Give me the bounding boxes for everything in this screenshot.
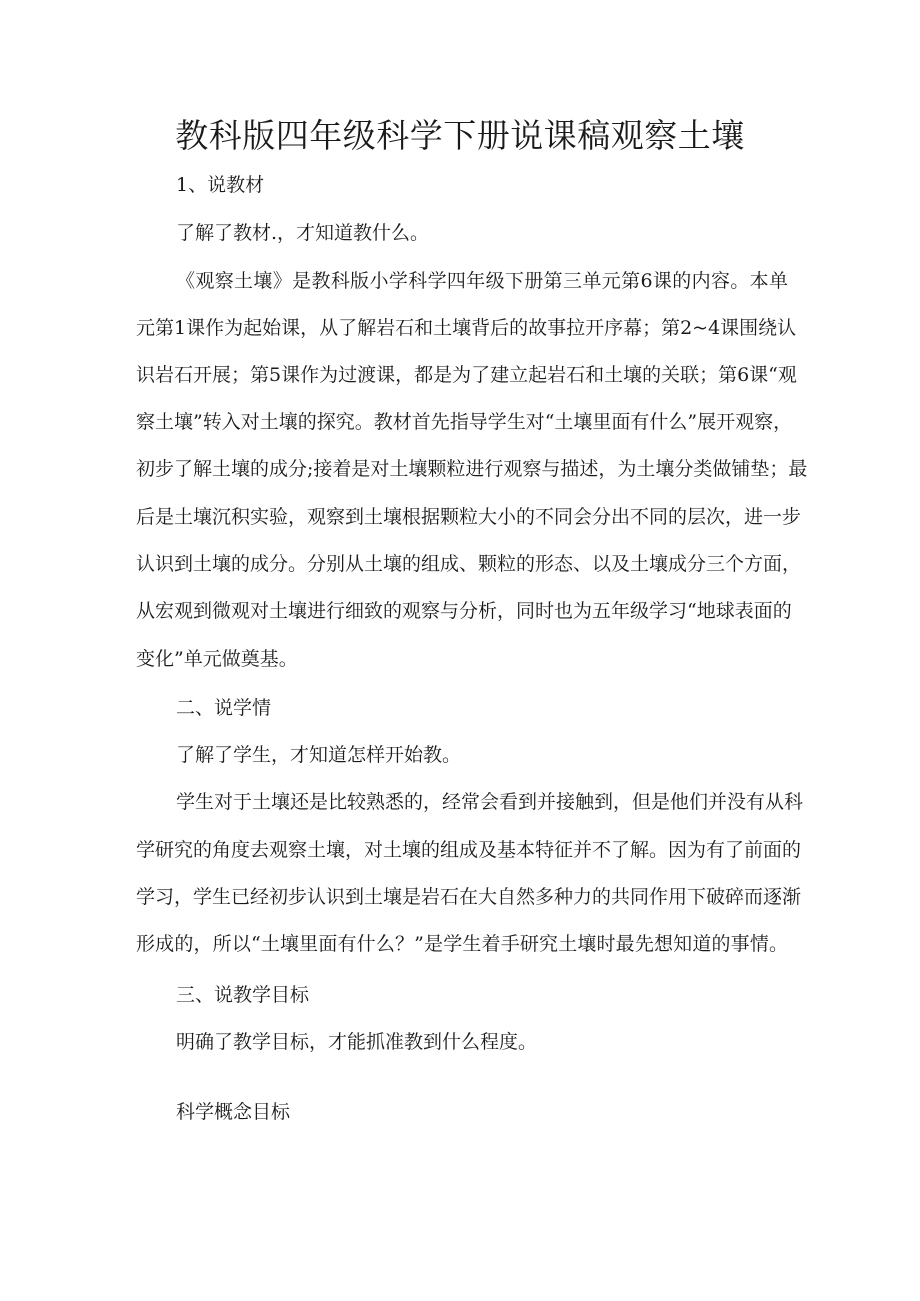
section-heading-objectives: 三、说教学目标 — [176, 984, 310, 1006]
paragraph-line: 学习，学生已经初步认识到土壤是岩石在大自然多种力的共同作用下破碎而逐渐 — [136, 886, 802, 908]
section-heading-textbook: 1、说教材 — [176, 174, 265, 196]
document-title: 教科版四年级科学下册说课稿观察土壤 — [175, 116, 745, 155]
paragraph-line: 形成的，所以“土壤里面有什么？”是学生着手研究土壤时最先想知道的事情。 — [136, 933, 788, 955]
section-intro-objectives: 明确了教学目标，才能抓准教到什么程度。 — [176, 1031, 538, 1053]
section-heading-learners: 二、说学情 — [176, 697, 272, 719]
section-intro-learners: 了解了学生，才知道怎样开始教。 — [176, 744, 462, 766]
paragraph-line: 学生对于土壤还是比较熟悉的，经常会看到并接触到，但是他们并没有从科 — [176, 791, 804, 813]
paragraph-line: 学研究的角度去观察土壤，对土壤的组成及基本特征并不了解。因为有了前面的 — [136, 839, 802, 861]
paragraph-line: 认识到土壤的成分。分别从土壤的组成、颗粒的形态、以及土壤成分三个方面， — [136, 553, 802, 575]
paragraph-line: 元第1课作为起始课，从了解岩石和土壤背后的故事拉开序幕；第2~4课围绕认 — [136, 317, 797, 339]
paragraph-line: 初步了解土壤的成分;接着是对土壤颗粒进行观察与描述，为土壤分类做铺垫；最 — [136, 458, 808, 480]
paragraph-line: 从宏观到微观对土壤进行细致的观察与分析，同时也为五年级学习“地球表面的 — [136, 600, 792, 622]
paragraph-line: 《观察土壤》是教科版小学科学四年级下册第三单元第6课的内容。本单 — [176, 270, 788, 292]
paragraph-line: 察土壤”转入对土壤的探究。教材首先指导学生对“土壤里面有什么”展开观察， — [136, 411, 793, 433]
paragraph-line: 识岩石开展；第5课作为过渡课，都是为了建立起岩石和土壤的关联；第6课“观 — [136, 364, 797, 386]
section-intro-textbook: 了解了教材.，才知道教什么。 — [176, 222, 430, 244]
paragraph-line: 后是土壤沉积实验，观察到土壤根据颗粒大小的不同会分出不同的层次，进一步 — [136, 506, 802, 528]
paragraph-line: 变化”单元做奠基。 — [136, 648, 298, 670]
sub-heading-concept-objectives: 科学概念目标 — [176, 1101, 291, 1123]
